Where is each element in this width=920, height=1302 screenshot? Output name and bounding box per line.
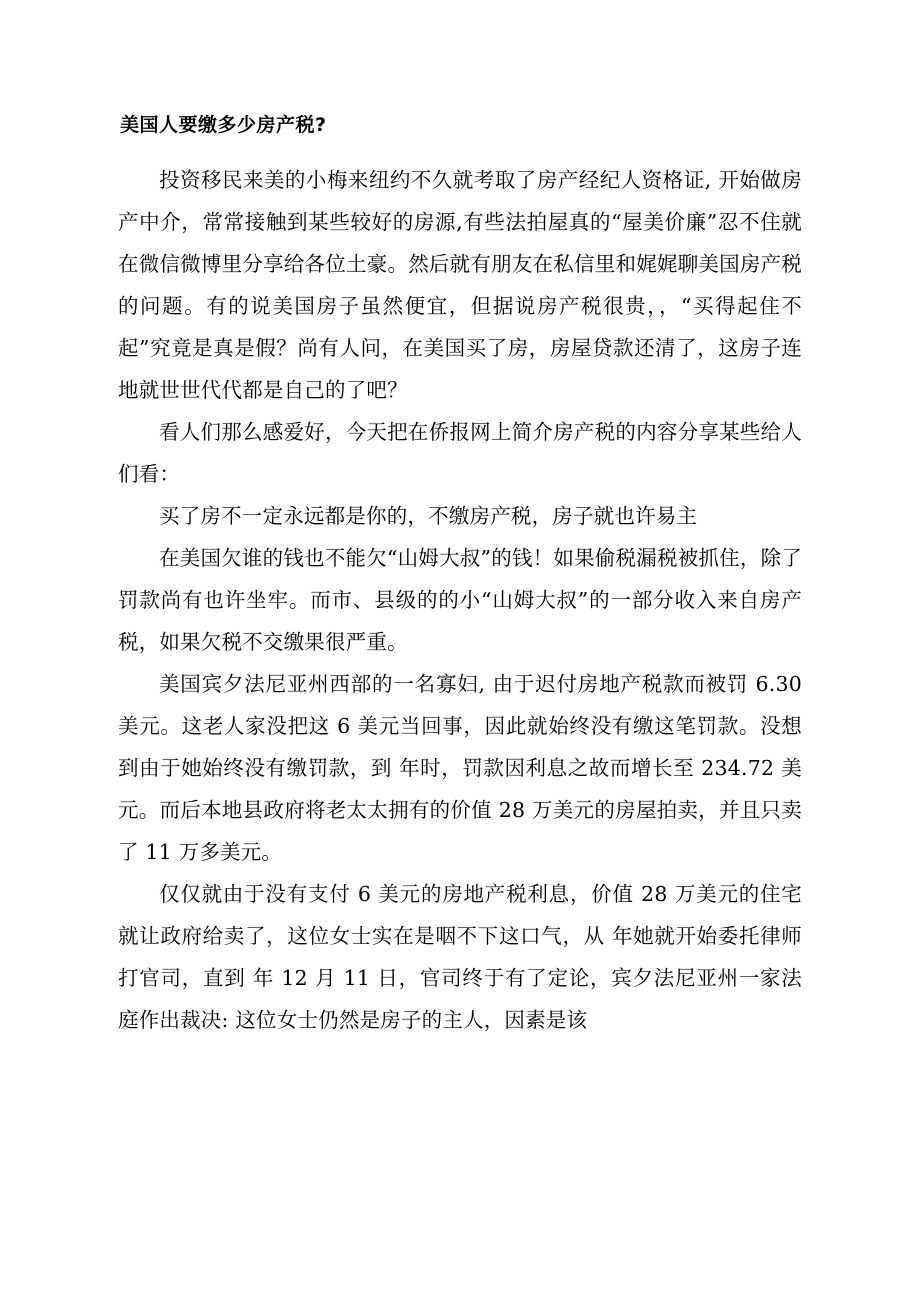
paragraph-4: 在美国欠谁的钱也不能欠“山姆大叔”的钱！如果偷税漏税被抓住，除了罚款尚有也许坐牢。而市、县级的的小“山姆大叔”的一部分收入来自房产税，如果欠税不交缴果很严重。 — [118, 545, 802, 654]
page-title: 美国人要缴多少房产税? — [120, 114, 327, 136]
paragraph-5: 美国宾夕法尼亚州西部的一名寡妇, 由于迟付房地产税款而被罚 6.30 美元。这老人家没把这 6 美元当回事，因此就始终没有缴这笔罚款。没想到由于她始终没有缴罚款，到 年时，罚款因利息之故而增长至 234.72 美元。而后本地县政府将老太太拥有的价值 28 万美元的房屋拍卖，并且只卖了 11 万多美元。 — [118, 671, 802, 864]
paragraph-2: 看人们那么感爱好，今天把在侨报网上简介房产税的内容分享某些给人们看： — [118, 419, 802, 486]
paragraph-6: 仅仅就由于没有支付 6 美元的房地产税利息，价值 28 万美元的住宅就让政府给卖了，这位女士实在是咽不下这口气，从 年她就开始委托律师打官司，直到 年 12 月 11 日，官司终于有了定论，宾夕法尼亚州一家法庭作出裁决: 这位女士仍然是房子的主人，因素是该 — [118, 881, 802, 1032]
paragraph-3: 买了房不一定永远都是你的，不缴房产税，房子就也许易主 — [159, 503, 698, 528]
paragraph-1: 投资移民来美的小梅来纽约不久就考取了房产经纪人资格证, 开始做房产中介，常常接触到某些较好的房源,有些法拍屋真的“屋美价廉”忍不住就在微信微博里分享给各位土豪。然后就有朋友在私信里和娓娓聊美国房产税的问题。有的说美国房子虽然便宜，但据说房产税很贵，，“买得起住不起”究竟是真是假？尚有人问，在美国买了房，房屋贷款还清了，这房子连地就世世代代都是自己的了吧？ — [118, 167, 802, 402]
